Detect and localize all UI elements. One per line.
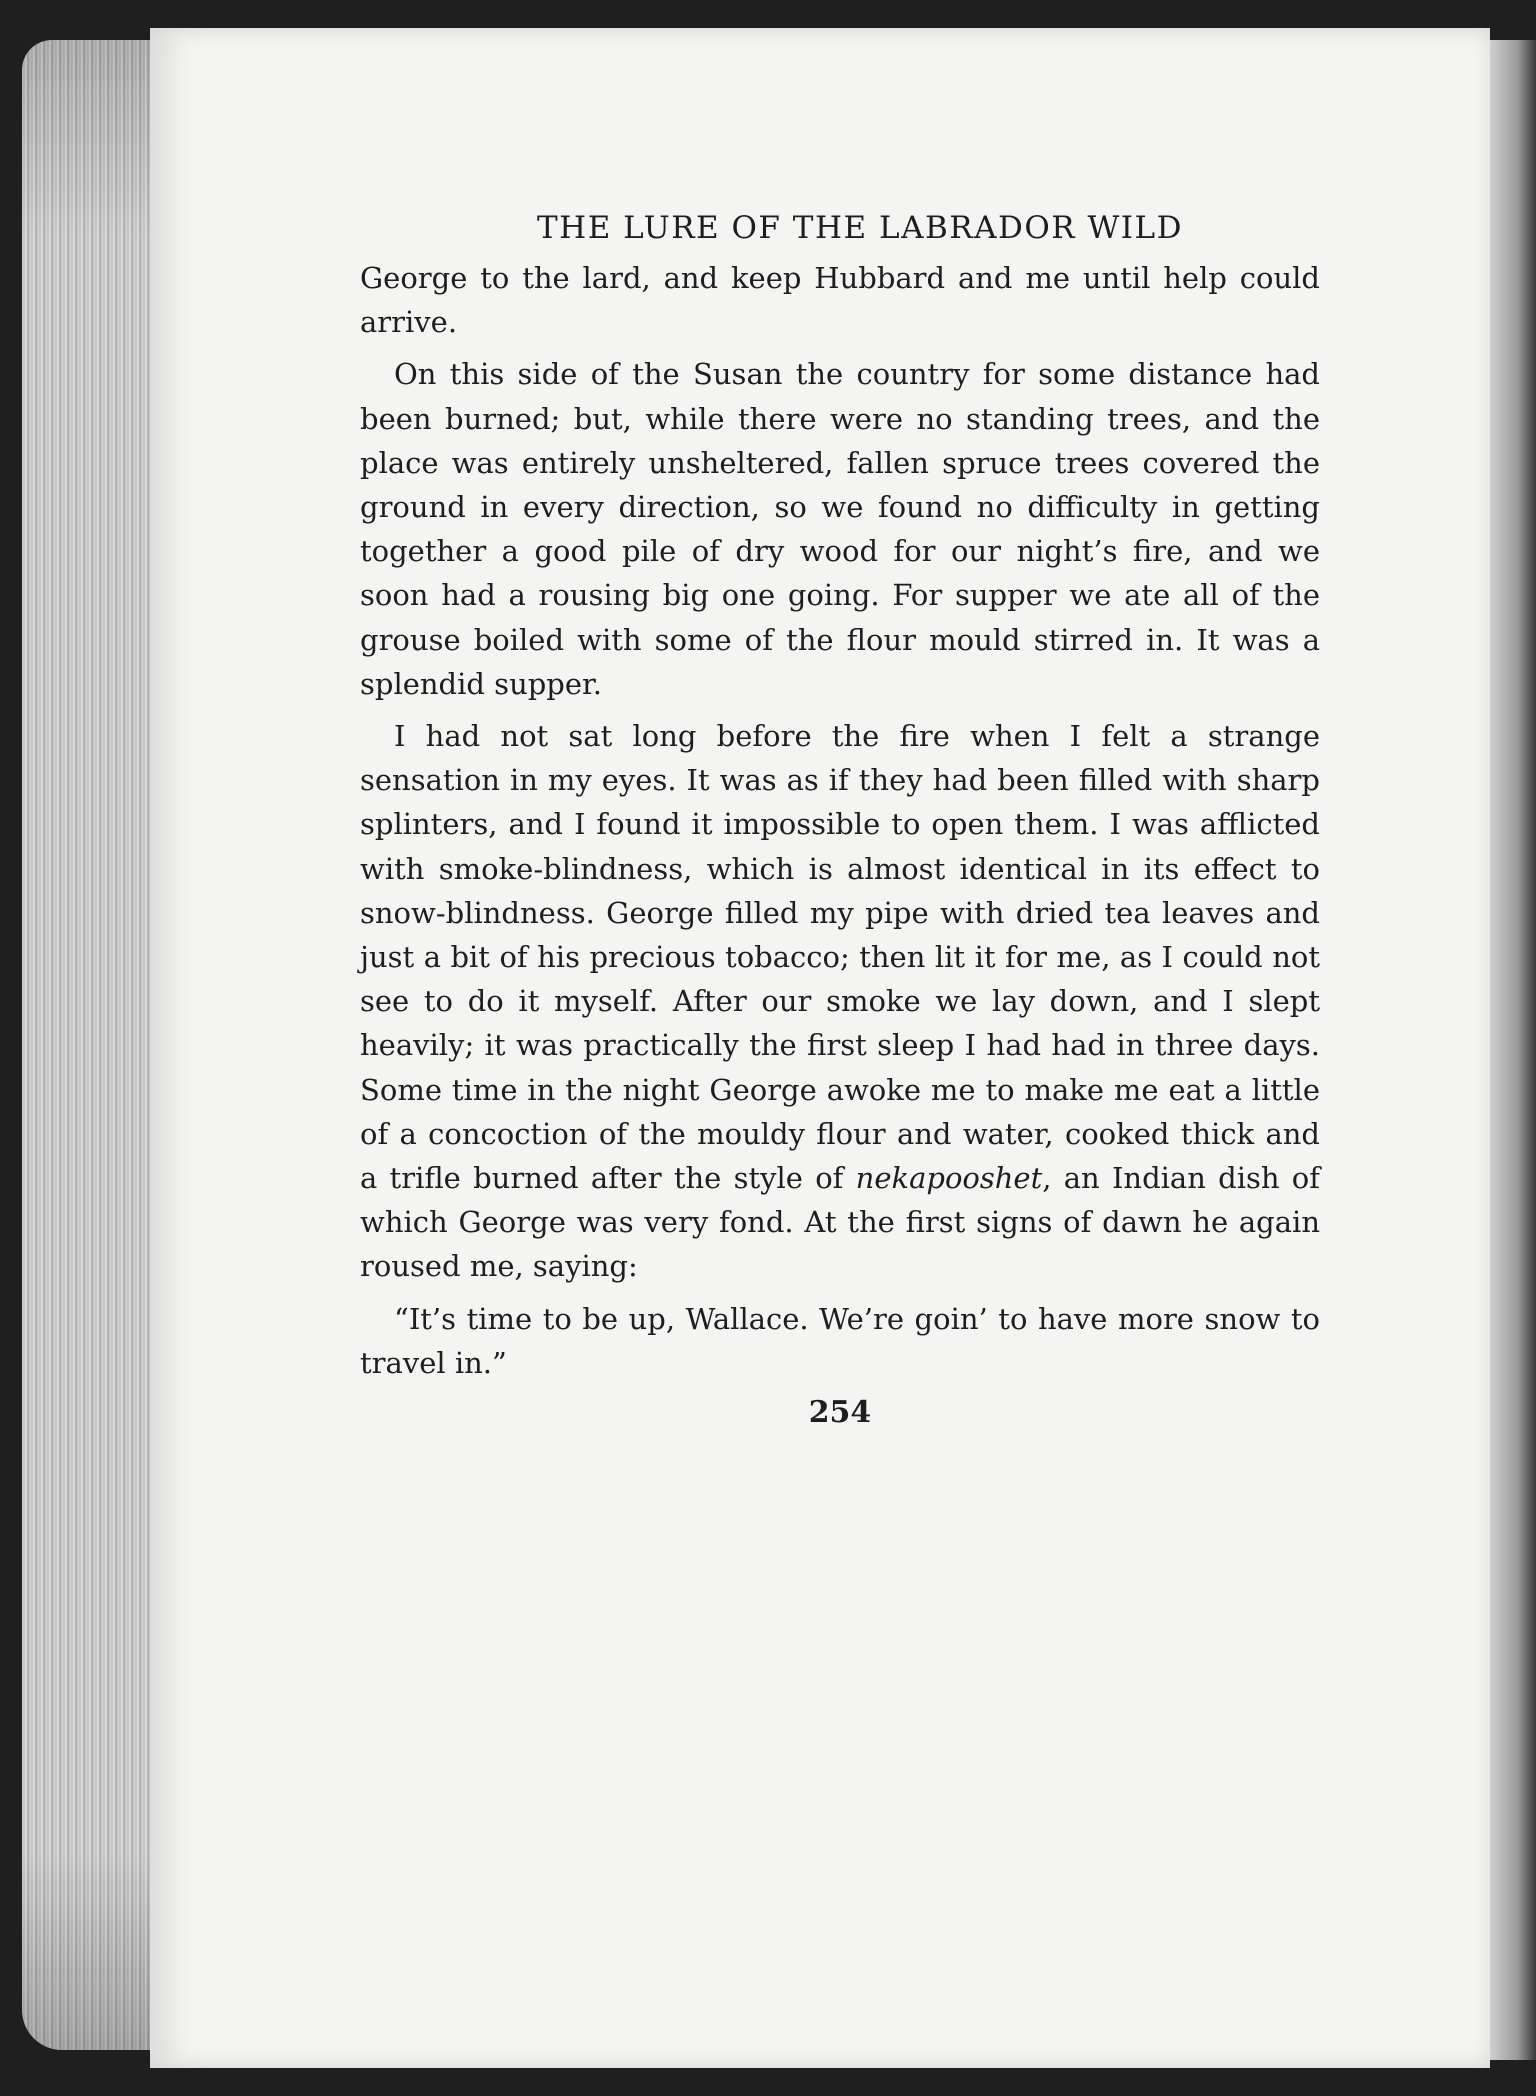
- paragraph-smoke-blindness: [360, 714, 1320, 1289]
- paragraph-smoke-blindness-text-end: , an Indian dish of which George was very fond. At the first signs of dawn he again roused me, saying:: [360, 1161, 1320, 1284]
- paragraph-smoke-blindness-text: I had not sat long before the fire when I felt a strange sensation in my eyes. It was as if they had been filled with sharp splinters, and I found it impossible to open them. I was afflicted with smoke-blindness, which is almost identical in its effect to snow-blindness. George filled my pipe with dried tea leaves and just a bit of his precious tobacco; then lit it for me, as I could not see to do it myself. After our smoke we lay down, and I slept heavily; it was practically the first sleep I had had in three days. Some time in the night George awoke me to make me eat a little of a concoction of the mouldy flour and water, cooked thick and a trifle burned after the style of: [360, 719, 1320, 1196]
- paragraph-continuation: George to the lard, and keep Hubbard and me until help could arrive.: [360, 261, 1320, 340]
- paragraph-dialogue: “It’s time to be up, Wallace. We’re goin’ to have more snow to travel in.”: [360, 1301, 1320, 1380]
- paragraph-susan: On this side of the Susan the country for some distance had been burned; but, while there were no standing trees, and the place was entirely unsheltered, fallen spruce trees covered the ground in every direction, so we found no difficulty in getting together a good pile of dry wood for our night’s fire, and we soon had a rousing big one going. For supper we ate all of the grouse boiled with some of the flour mould stirred in. It was a splendid supper.: [360, 357, 1320, 701]
- book-right-edge: [1490, 40, 1536, 2060]
- page-number: 254: [808, 1395, 872, 1431]
- running-head: THE LURE OF THE LABRADOR WILD: [536, 210, 1183, 246]
- italic-term: nekapooshet: [855, 1161, 1043, 1196]
- text-block: [360, 210, 1320, 1430]
